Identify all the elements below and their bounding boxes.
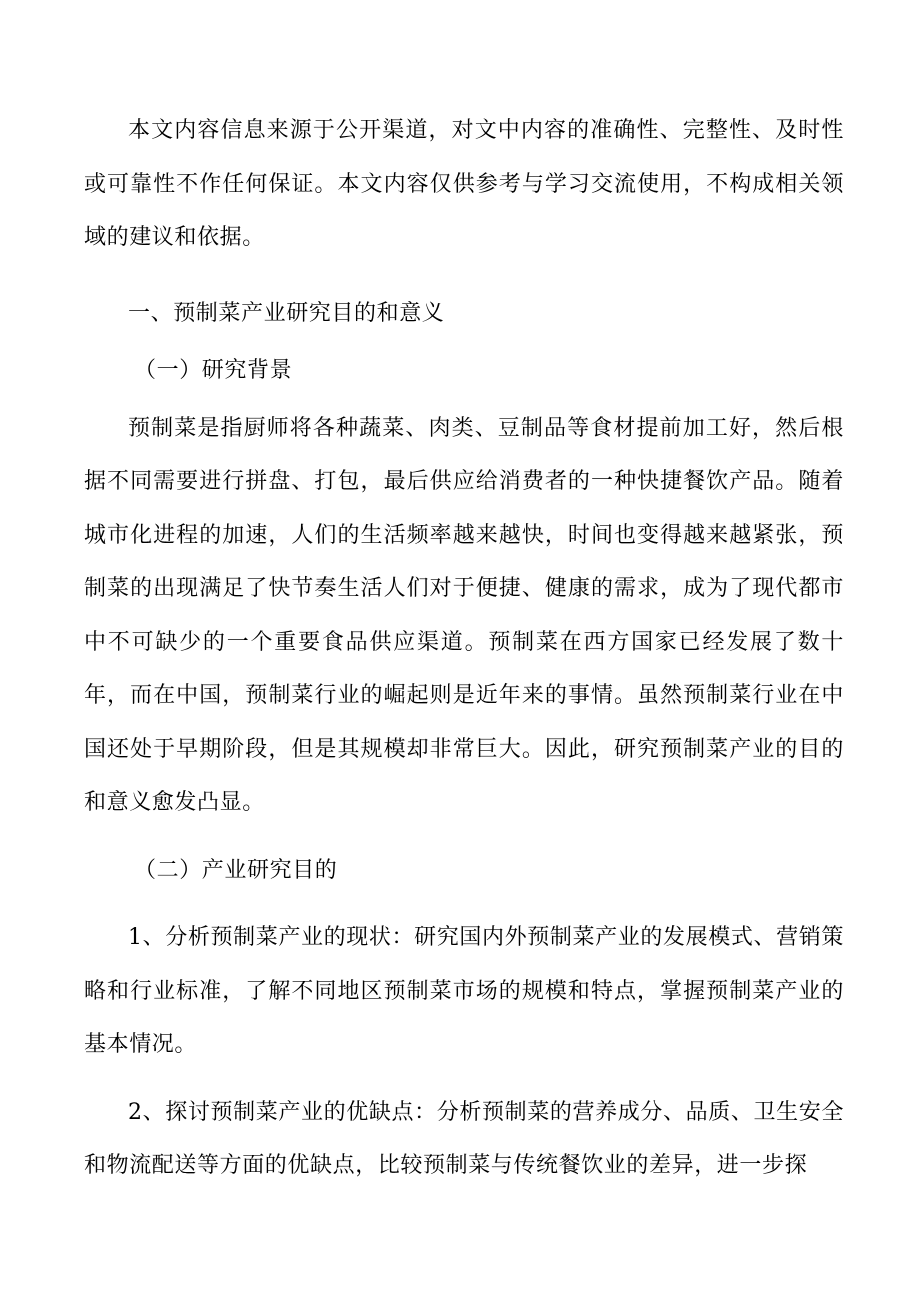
spacer (84, 1072, 844, 1086)
section-title: 一、预制菜产业研究目的和意义 (128, 300, 445, 326)
document-page (84, 104, 844, 1193)
subsection-title-background: （一）研究背景 (134, 358, 293, 383)
spacer (84, 830, 844, 844)
purpose-item-2: 2、探讨预制菜产业的优缺点：分析预制菜的营养成分、品质、卫生安全和物流配送等方面的优缺点，比较预制菜与传统餐饮业的差异，进一步探 (84, 1099, 844, 1178)
spacer (84, 265, 844, 287)
disclaimer-paragraph: 本文内容信息来源于公开渠道，对文中内容的准确性、完整性、及时性或可靠性不作任何保证。本文内容仅供参考与学习交流使用，不构成相关领域的建议和依据。 (84, 118, 844, 250)
purpose-item-1: 1、分析预制菜产业的现状：研究国内外预制菜产业的发展模式、营销策略和行业标准，了解不同地区预制菜市场的规模和特点，掌握预制菜产业的基本情况。 (84, 925, 844, 1057)
background-paragraph: 预制菜是指厨师将各种蔬菜、肉类、豆制品等食材提前加工好，然后根据不同需要进行拼盘、打包，最后供应给消费者的一种快捷餐饮产品。随着城市化进程的加速，人们的生活频率越来越快，时间也变得越来越紧张，预制菜的出现满足了快节奏生活人们对于便捷、健康的需求，成为了现代都市中不可缺少的一个重要食品供应渠道。预制菜在西方国家已经发展了数十年，而在中国，预制菜行业的崛起则是近年来的事情。虽然预制菜行业在中国还处于早期阶段，但是其规模却非常巨大。因此，研究预制菜产业的目的和意义愈发凸显。 (84, 415, 844, 815)
subsection-title-purpose: （二）产业研究目的 (134, 857, 338, 883)
spacer (84, 897, 844, 911)
